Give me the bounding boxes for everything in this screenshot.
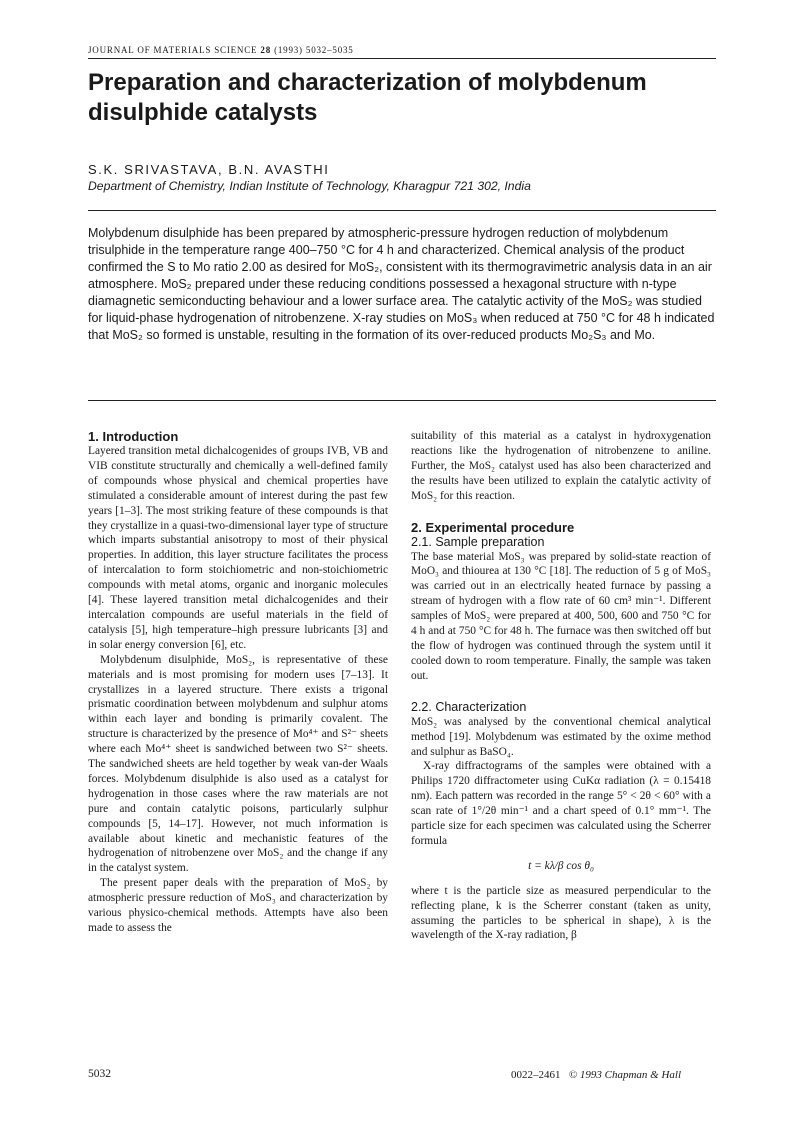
page-number: 5032 [88,1068,111,1080]
subsection-heading-sample-preparation: 2.1. Sample preparation [411,534,545,549]
left-column [88,429,388,936]
section-heading-introduction: 1. Introduction [88,429,179,444]
copyright-notice: © 1993 Chapman & Hall [568,1069,682,1081]
scherrer-equation: t = kλ/β cos θ₀ [528,859,594,872]
journal-header [88,45,354,55]
journal-volume: 28 [260,45,271,55]
abstract-top-rule [88,210,716,211]
characterization-paragraph-1: MoS₂ was analysed by the conventional chemical analytical method [19]. Molybdenum was estimated by the oxime method and sulphur as BaSO₄. [411,715,711,758]
authors: S.K. SRIVASTAVA, B.N. AVASTHI [88,162,330,177]
abstract: Molybdenum disulphide has been prepared by atmospheric-pressure hydrogen reduction of molybdenum trisulphide in the temperature range 400–750 °C for 4 h and characterized. Chemical analysis of the product confirmed the S to Mo ratio 2.00 as desired for MoS₂, consistent with its thermogravimetric analysis data in an air atmosphere. MoS₂ prepared under these reducing conditions possessed a hexagonal structure with n-type diamagnetic semiconducting behaviour and a lower surface area. The catalytic activity of the MoS₂ was studied for liquid-phase hydrogenation of nitrobenzene. X-ray studies on MoS₃ when reduced at 750 °C for 48 h indicated that MoS₂ so formed is unstable, resulting in the formation of its over-reduced products Mo₂S₃ and Mo. [88,226,715,342]
header-rule [88,58,716,59]
paper-title: Preparation and characterization of molybdenum disulphide catalysts [88,69,647,126]
intro-paragraph-3: The present paper deals with the preparation of MoS₂ by atmospheric pressure reduction of MoS₃ and characterization by various physico-chemical methods. Attempts have also been made to assess the [88,877,388,934]
sample-preparation-paragraph: The base material MoS₃ was prepared by solid-state reaction of MoO₃ and thiourea at 130 °C [18]. The reduction of 5 g of MoS₃ was carried out in an electrically heated furnace by passing a stream of hydrogen with a flow rate of 60 cm³ min⁻¹. Different samples of MoS₂ were prepared at 400, 500, 600 and 750 °C for 4 h and at 750 °C for 48 h. The furnace was then switched off but the flow of hydrogen was continued through the system until it cooled down to room temperature. Finally, the sample was taken out. [411,550,711,682]
intro-paragraph-2: Molybdenum disulphide, MoS₂, is representative of these materials and is most promising for modern uses [7–13]. It crystallizes in a layered structure. There exists a trigonal prismatic coordination between molybdenum and sulphur atoms within each layer and bonding is primarily covalent. The structure is characterized by the presence of Mo⁴⁺ and S²⁻ sheets where each Mo⁴⁺ sheet is sandwiched between two S²⁻ sheets. The sandwiched sheets are held together by weak van-der Waals forces. Molybdenum disulphide is also used as a catalyst for hydrogenation in those cases where the raw materials are not pure and contain catalytic poisons, particularly sulphur compounds [5, 14–17]. However, not much information is available about kinetic and mechanistic features of the hydrogenation of nitrobenzene over MoS₂ and the change if any in the catalyst system. [88,653,388,875]
characterization-paragraph-2: X-ray diffractograms of the samples were obtained with a Philips 1720 diffractometer using CuKα radiation (λ = 0.15418 nm). Each pattern was recorded in the range 5° < 2θ < 60° with a scan rate of 1°/2θ min⁻¹ and a chart speed of 0.1° mm⁻¹. The particle size for each specimen was calculated using the Scherrer formula [411,760,711,847]
right-column [411,429,711,943]
journal-year-pages: (1993) 5032–5035 [274,45,354,55]
footer-copyright [511,1069,681,1081]
subsection-heading-characterization: 2.2. Characterization [411,699,527,714]
abstract-bottom-rule [88,400,716,401]
characterization-paragraph-3: where t is the particle size as measured perpendicular to the reflecting plane, k is the Scherrer constant (taken as unity, assuming the particles to be spherical in shape), λ is the wavelength of the X-ray radiation, β [411,884,711,942]
journal-name: JOURNAL OF MATERIALS SCIENCE [88,45,258,55]
issn: 0022–2461 [511,1069,561,1081]
intro-paragraph-1: Layered transition metal dichalcogenides of groups IVB, VB and VIB constitute structurally and chemically a well-defined family of compounds whose physical and chemical properties have stimulated a considerable amount of interest during the past few years [1–3]. The most striking feature of these compounds is that they crystallize in a quasi-two-dimensional layer type of structure which imparts substantial anisotropy to most of their physical properties. In addition, this layer structure facilitates the process of intercalation to form stoichiometric and non-stoichiometric compounds with metal atoms, organic and inorganic molecules [4]. These layered transition metal dichalcogenides and their intercalation compounds are useful materials in the field of catalysis [5], high temperature–high pressure lubricants [3] and in solar energy conversion [6], etc. [88,445,388,651]
affiliation: Department of Chemistry, Indian Institute of Technology, Kharagpur 721 302, India [88,179,531,193]
section-heading-experimental: 2. Experimental procedure [411,519,575,535]
intro-paragraph-3-continued: suitability of this material as a catalyst in hydroxygenation reactions like the hydrogenation of nitrobenzene to aniline. Further, the MoS₂ catalyst used has also been characterized and the results have been utilized to explain the catalytic activity of MoS₂ for this reaction. [411,430,711,502]
